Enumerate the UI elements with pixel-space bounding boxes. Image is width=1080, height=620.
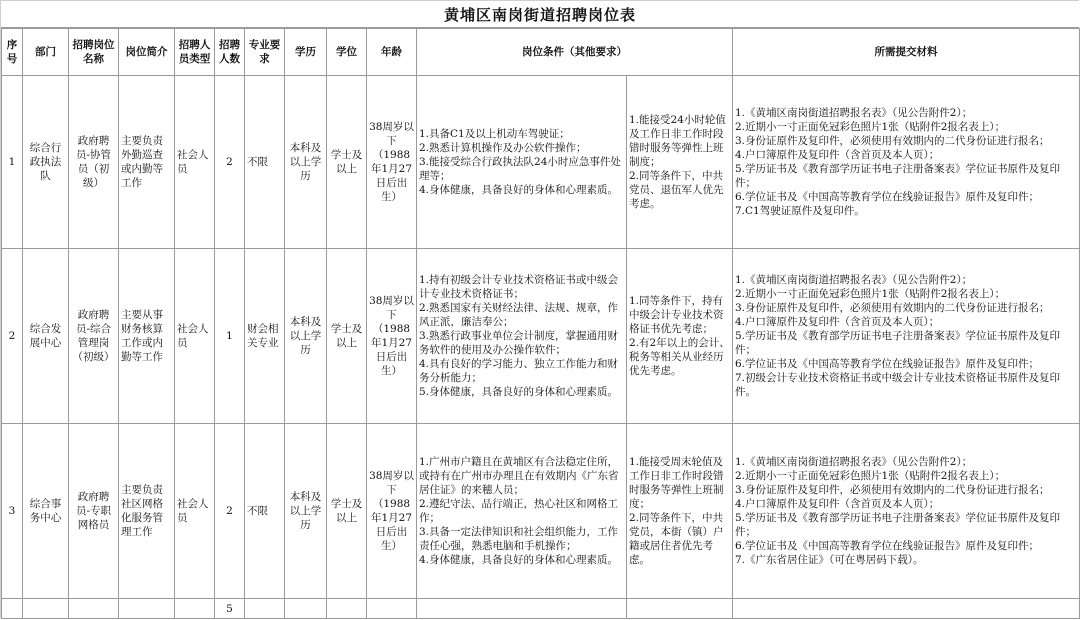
condition-item: 2.熟悉计算机操作及办公软件操作； bbox=[419, 142, 587, 154]
condition-item: 2.熟悉国家有关财经法律、法规、规章，作风正派，廉洁奉公； bbox=[419, 302, 619, 328]
header-major: 专业要求 bbox=[245, 29, 285, 76]
cell-major: 财会相关专业 bbox=[245, 249, 285, 424]
header-edu: 学历 bbox=[285, 29, 327, 76]
condition-item: 1.持有初级会计专业技术资格证书或中级会计专业技术资格证书； bbox=[419, 274, 619, 300]
table-row bbox=[2, 249, 1080, 424]
material-item: 1.《黄埔区南岗街道招聘报名表》（见公告附件2）； bbox=[735, 274, 973, 286]
total-empty-cell bbox=[23, 599, 69, 619]
cell-post-intro: 主要负责外勤巡查或内勤等工作 bbox=[119, 76, 175, 249]
cell-major: 不限 bbox=[245, 424, 285, 599]
material-item: 4.户口簿原件及复印件（含首页及本人页）； bbox=[735, 498, 940, 510]
title-row bbox=[1, 0, 1079, 28]
table-row bbox=[2, 424, 1080, 599]
cell-post-name: 政府聘员-协管员（初级） bbox=[69, 76, 119, 249]
material-item: 4.户口簿原件及复印件（含首页及本人页）； bbox=[735, 149, 940, 161]
condition-item: 1.同等条件下，持有中级会计专业技术资格证书优先考虑； bbox=[629, 295, 724, 335]
cell-conditions-main bbox=[417, 424, 627, 599]
condition-item: 1.广州市户籍且在黄埔区有合法稳定住所，或持有在广州市办理且在有效期内《广东省居住证》的来穗人员； bbox=[419, 456, 619, 496]
total-empty-cell bbox=[327, 599, 367, 619]
material-item: 6.学位证书及《中国高等教育学位在线验证报告》原件及复印件； bbox=[735, 191, 1040, 203]
material-item: 7.初级会计专业技术资格证书或中级会计专业技术资格证书原件及复印件。 bbox=[735, 372, 1061, 398]
cell-post-name: 政府聘员-综合管理岗（初级） bbox=[69, 249, 119, 424]
total-empty-cell bbox=[733, 599, 1080, 619]
header-seq: 序号 bbox=[2, 29, 23, 76]
cell-staff-type: 社会人员 bbox=[175, 424, 215, 599]
material-item: 2.近期小一寸正面免冠彩色照片1张（贴附件2报名表上）； bbox=[735, 121, 1006, 133]
cell-conditions-main bbox=[417, 249, 627, 424]
condition-item: 2.同等条件下，中共党员、退伍军人优先考虑。 bbox=[629, 170, 724, 210]
cell-degree: 学士及以上 bbox=[327, 424, 367, 599]
header-staff-type: 招聘人员类型 bbox=[175, 29, 215, 76]
cell-staff-type: 社会人员 bbox=[175, 249, 215, 424]
material-item: 1.《黄埔区南岗街道招聘报名表》（见公告附件2）； bbox=[735, 456, 973, 468]
material-item: 6.学位证书及《中国高等教育学位在线验证报告》原件及复印件； bbox=[735, 358, 1040, 370]
material-item: 3.身份证原件及复印件，必须使用有效期内的二代身份证进行报名； bbox=[735, 135, 1050, 147]
cell-seq: 3 bbox=[2, 424, 23, 599]
material-item: 4.户口簿原件及复印件（含首页及本人页）； bbox=[735, 316, 940, 328]
total-empty-cell bbox=[627, 599, 733, 619]
table-row bbox=[2, 76, 1080, 249]
material-item: 3.身份证原件及复印件，必须使用有效期内的二代身份证进行报名； bbox=[735, 484, 1050, 496]
total-empty-cell bbox=[2, 599, 23, 619]
cell-age: 38周岁以下（1988年1月27日后出生） bbox=[367, 76, 417, 249]
header-row bbox=[2, 29, 1080, 76]
cell-materials bbox=[733, 249, 1080, 424]
total-row bbox=[2, 599, 1080, 619]
material-item: 5.学历证书及《教育部学历证书电子注册备案表》学位证书原件及复印件； bbox=[735, 330, 1061, 356]
cell-count: 2 bbox=[215, 76, 245, 249]
condition-item: 2.同等条件下，中共党员，本街（镇）户籍或居住者优先考虑。 bbox=[629, 512, 724, 566]
cell-conditions-other bbox=[627, 424, 733, 599]
material-item: 6.学位证书及《中国高等教育学位在线验证报告》原件及复印件； bbox=[735, 540, 1040, 552]
cell-seq: 1 bbox=[2, 76, 23, 249]
material-item: 2.近期小一寸正面免冠彩色照片1张（贴附件2报名表上）； bbox=[735, 288, 1006, 300]
cell-conditions-other bbox=[627, 249, 733, 424]
recruitment-table bbox=[1, 28, 1080, 619]
cell-post-intro: 主要从事财务核算工作或内勤等工作 bbox=[119, 249, 175, 424]
material-item: 7.C1驾驶证原件及复印件。 bbox=[735, 205, 865, 217]
cell-materials bbox=[733, 424, 1080, 599]
material-item: 7.《广东省居住证》（可在粤居码下载）。 bbox=[735, 554, 924, 566]
table-title: 黄埔区南岗街道招聘岗位表 bbox=[443, 5, 636, 24]
condition-item: 3.熟悉行政事业单位会计制度，掌握通用财务软件的使用及办公操作软件； bbox=[419, 330, 619, 356]
cell-dept: 综合事务中心 bbox=[23, 424, 69, 599]
condition-item: 1.能接受24小时轮值及工作日非工作时段错时服务等弹性上班制度； bbox=[629, 114, 726, 168]
total-empty-cell bbox=[285, 599, 327, 619]
total-empty-cell bbox=[367, 599, 417, 619]
cell-seq: 2 bbox=[2, 249, 23, 424]
header-degree: 学位 bbox=[327, 29, 367, 76]
total-count: 5 bbox=[215, 599, 245, 619]
header-post-name: 招聘岗位名称 bbox=[69, 29, 119, 76]
material-item: 3.身份证原件及复印件，必须使用有效期内的二代身份证进行报名； bbox=[735, 302, 1050, 314]
condition-item: 3.具备一定法律知识和社会组织能力，工作责任心强，熟悉电脑和手机操作； bbox=[419, 526, 619, 552]
condition-item: 3.能接受综合行政执法队24小时应急事件处理等； bbox=[419, 156, 621, 182]
cell-count: 1 bbox=[215, 249, 245, 424]
header-dept: 部门 bbox=[23, 29, 69, 76]
cell-edu: 本科及以上学历 bbox=[285, 424, 327, 599]
cell-degree: 学士及以上 bbox=[327, 249, 367, 424]
material-item: 5.学历证书及《教育部学历证书电子注册备案表》学位证书原件及复印件； bbox=[735, 512, 1061, 538]
total-empty-cell bbox=[245, 599, 285, 619]
condition-item: 5.身体健康，具备良好的身体和心理素质。 bbox=[419, 386, 619, 398]
header-count: 招聘人数 bbox=[215, 29, 245, 76]
condition-item: 2.遵纪守法、品行端正，热心社区和网格工作； bbox=[419, 498, 619, 524]
total-empty-cell bbox=[417, 599, 627, 619]
total-empty-cell bbox=[69, 599, 119, 619]
header-age: 年龄 bbox=[367, 29, 417, 76]
cell-conditions-main bbox=[417, 76, 627, 249]
material-item: 1.《黄埔区南岗街道招聘报名表》（见公告附件2）； bbox=[735, 107, 973, 119]
cell-post-intro: 主要负责社区网格化服务管理工作 bbox=[119, 424, 175, 599]
cell-age: 38周岁以下（1988年1月27日后出生） bbox=[367, 249, 417, 424]
material-item: 5.学历证书及《教育部学历证书电子注册备案表》学位证书原件及复印件； bbox=[735, 163, 1061, 189]
cell-age: 38周岁以下（1988年1月27日后出生） bbox=[367, 424, 417, 599]
condition-item: 1.能接受周末轮值及工作日非工作时段错时服务等弹性上班制度； bbox=[629, 456, 724, 510]
cell-staff-type: 社会人员 bbox=[175, 76, 215, 249]
material-item: 2.近期小一寸正面免冠彩色照片1张（贴附件2报名表上）； bbox=[735, 470, 1006, 482]
cell-major: 不限 bbox=[245, 76, 285, 249]
condition-item: 2.有2年以上的会计、税务等相关从业经历优先考虑。 bbox=[629, 337, 730, 377]
cell-conditions-other bbox=[627, 76, 733, 249]
condition-item: 4.身体健康，具备良好的身体和心理素质。 bbox=[419, 184, 619, 196]
cell-count: 2 bbox=[215, 424, 245, 599]
header-post-intro: 岗位简介 bbox=[119, 29, 175, 76]
condition-item: 4.具有良好的学习能力、独立工作能力和财务分析能力； bbox=[419, 358, 619, 384]
cell-post-name: 政府聘员-专职网格员 bbox=[69, 424, 119, 599]
total-empty-cell bbox=[119, 599, 175, 619]
header-materials: 所需提交材料 bbox=[733, 29, 1080, 76]
cell-dept: 综合行政执法队 bbox=[23, 76, 69, 249]
cell-materials bbox=[733, 76, 1080, 249]
cell-edu: 本科及以上学历 bbox=[285, 76, 327, 249]
header-conditions: 岗位条件（其他要求） bbox=[417, 29, 733, 76]
total-empty-cell bbox=[175, 599, 215, 619]
condition-item: 1.具备C1及以上机动车驾驶证； bbox=[419, 128, 570, 140]
cell-degree: 学士及以上 bbox=[327, 76, 367, 249]
condition-item: 4.身体健康，具备良好的身体和心理素质。 bbox=[419, 554, 619, 566]
cell-edu: 本科及以上学历 bbox=[285, 249, 327, 424]
cell-dept: 综合发展中心 bbox=[23, 249, 69, 424]
